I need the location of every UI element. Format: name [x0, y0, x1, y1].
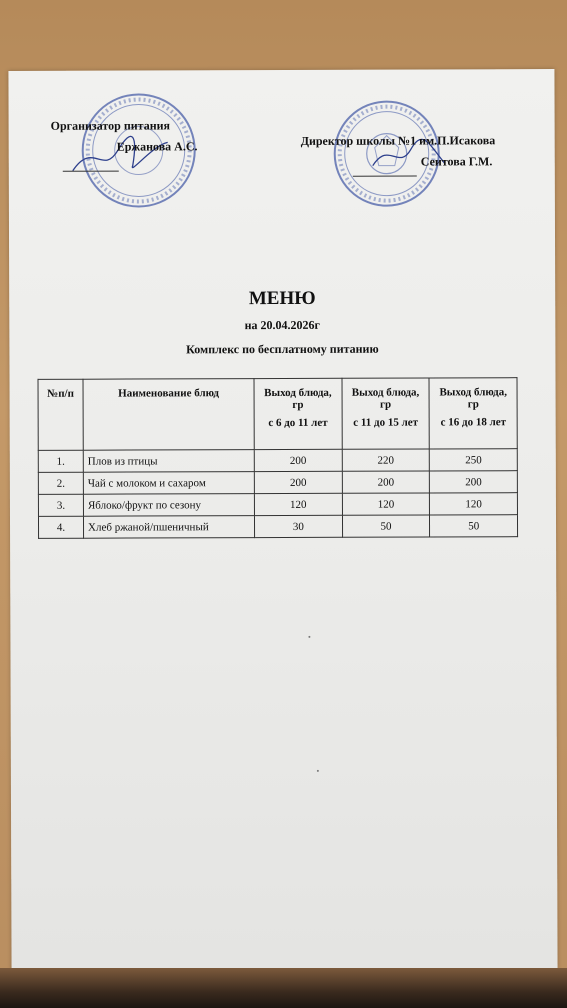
row-number: 2.	[38, 472, 83, 494]
header-dish-name-label: Наименование блюд	[118, 387, 219, 400]
document-date: на 20.04.2026г	[244, 317, 321, 333]
row-dish-name: Хлеб ржаной/пшеничный	[83, 516, 254, 539]
row-dish-name: Яблоко/фрукт по сезону	[83, 494, 254, 517]
table-row	[38, 449, 517, 473]
desk-edge	[0, 968, 567, 1008]
table-row	[38, 515, 517, 539]
header-yield-11-15	[342, 378, 430, 449]
header-yield-16-18	[429, 378, 517, 449]
row-yield-16-18: 250	[430, 449, 518, 471]
signature-left-title: Организатор питания	[50, 118, 171, 133]
row-yield-16-18: 50	[430, 515, 518, 537]
menu-table	[38, 377, 519, 539]
header-dish-name	[83, 379, 254, 451]
signature-right-name: Сеитова Г.М.	[420, 154, 493, 169]
paper-speck	[308, 636, 310, 638]
signature-line-right	[353, 176, 417, 177]
signature-block-right	[301, 133, 541, 170]
row-yield-11-15: 220	[342, 449, 430, 471]
row-number: 1.	[38, 450, 83, 472]
signature-right-title: Директор школы №1 им.П.Исакова	[300, 133, 496, 148]
row-number: 4.	[38, 516, 83, 538]
row-dish-name: Плов из птицы	[83, 450, 254, 473]
document-subtitle: Комплекс по бесплатному питанию	[186, 341, 379, 357]
header-yield-11-15-age: с 11 до 15 лет	[353, 416, 419, 429]
header-yield-6-11	[254, 378, 342, 449]
header-yield-16-18-age: с 16 до 18 лет	[440, 416, 507, 429]
table-header-row	[38, 378, 517, 451]
header-yield-11-15-label: Выход блюда, гр	[351, 386, 420, 411]
row-yield-11-15: 200	[342, 471, 430, 493]
signature-left-name: Ержанова А.С.	[116, 139, 198, 154]
row-yield-6-11: 200	[254, 471, 342, 493]
document-title: МЕНЮ	[248, 287, 316, 310]
row-dish-name: Чай с молоком и сахаром	[83, 472, 254, 495]
table-row	[38, 493, 517, 517]
signature-line-left	[63, 171, 119, 172]
paper-speck	[317, 770, 319, 772]
row-yield-11-15: 50	[342, 515, 430, 537]
menu-document	[8, 69, 557, 971]
row-yield-6-11: 200	[254, 449, 342, 471]
row-yield-16-18: 200	[430, 471, 518, 493]
header-number-label: №п/п	[47, 387, 74, 400]
table-row	[38, 471, 517, 495]
signature-block-left	[51, 118, 221, 155]
header-yield-6-11-label: Выход блюда, гр	[264, 386, 332, 411]
header-yield-16-18-label: Выход блюда, гр	[439, 386, 507, 411]
header-number	[38, 379, 83, 450]
row-number: 3.	[38, 494, 83, 516]
row-yield-11-15: 120	[342, 493, 430, 515]
row-yield-6-11: 30	[254, 515, 342, 537]
row-yield-16-18: 120	[430, 493, 518, 515]
header-yield-6-11-age: с 6 до 11 лет	[268, 416, 328, 430]
row-yield-6-11: 120	[254, 493, 342, 515]
